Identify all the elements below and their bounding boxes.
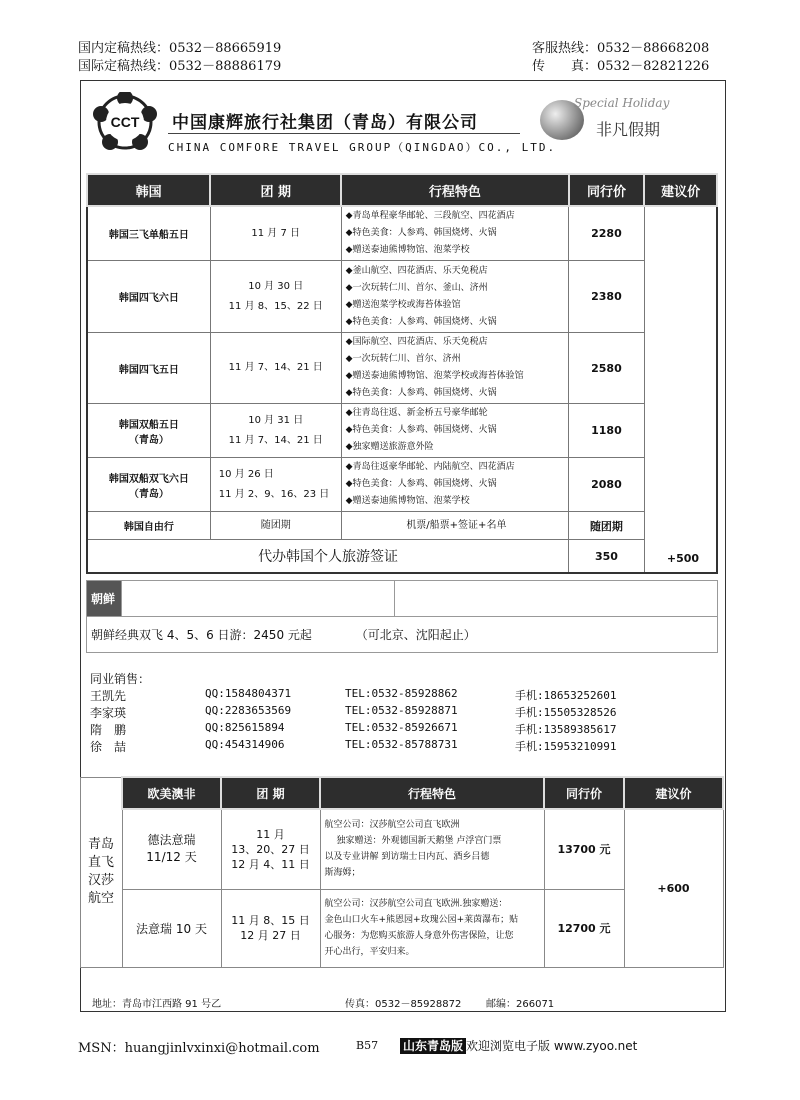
col-dates: 团 期 — [210, 174, 341, 206]
nk-blank-cell — [395, 581, 718, 617]
fax-number: 传 真：0532－82821226 — [532, 59, 710, 74]
table-row — [87, 458, 717, 512]
suggested-price-cell — [644, 206, 717, 573]
tour-features: ◆ 青岛往返豪华邮轮、内陆航空、四花酒店 ◆ 特色美食：人参鸡、韩国烧烤、火锅 ◆ 赠送泰迪熊博物馆、泡菜学校 — [341, 458, 568, 512]
visa-label: 代办韩国个人旅游签证 — [87, 540, 569, 574]
logo-text: CCT — [110, 114, 140, 130]
col-region: 欧美澳非 — [122, 777, 221, 809]
tour-name: 法意瑞 10 天 — [122, 889, 221, 967]
footer-address: 地址：青岛市江西路 91 号乙 — [92, 999, 222, 1010]
table-row — [87, 206, 717, 261]
tour-dates: 11 月 8、15 日 12 月 27 日 — [221, 889, 320, 967]
korea-header-row — [87, 174, 717, 206]
table-row — [87, 333, 717, 404]
welcome-text: 欢迎浏览电子版 www.zyoo.net — [466, 1039, 638, 1053]
msn-contact: MSN：huangjinlvxinxi@hotmail.com — [78, 1041, 320, 1056]
tour-dates: 11 月 13、20、27 日 12 月 4、11 日 — [221, 809, 320, 889]
nk-blank-cell — [122, 581, 395, 617]
trade-price: 13700 元 — [544, 809, 624, 889]
col-dates: 团 期 — [221, 777, 320, 809]
tour-name: 韩国四飞六日 — [87, 261, 210, 333]
tour-dates: 随团期 — [210, 512, 341, 540]
tour-dates: 10 月 30 日 11 月 8、15、22 日 — [210, 261, 341, 333]
trade-price: 随团期 — [569, 512, 645, 540]
tour-features: 航空公司：汉莎航空公司直飞欧洲.独家赠送： 金色山口火车+熊恩园+玫瑰公园+莱茵瀑布；贴 心服务：为您购买旅游人身意外伤害保险，让您 开心出行，平安归来。 — [320, 889, 544, 967]
tour-name: 韩国三飞单船五日 — [87, 206, 210, 261]
sales-title: 同业销售： — [90, 672, 151, 686]
europe-header-row — [81, 777, 724, 809]
cct-logo-icon — [86, 92, 164, 152]
col-trade-price: 同行价 — [544, 777, 624, 809]
col-features: 行程特色 — [320, 777, 544, 809]
col-features: 行程特色 — [341, 174, 568, 206]
visa-row — [87, 540, 717, 574]
visa-trade-price: 350 — [569, 540, 645, 574]
trade-price: 1180 — [569, 404, 645, 458]
north-korea-label: 朝鲜 — [87, 581, 122, 617]
list-item: 王凯先 QQ:1584804371 TEL:0532-85928862 手机:18653252601 — [90, 687, 617, 703]
footer-zip: 邮编：266071 — [486, 999, 555, 1010]
page-number: B57 — [356, 1039, 379, 1052]
table-row — [87, 261, 717, 333]
sales-contacts — [90, 670, 710, 755]
visa-suggested-price: +500 — [666, 552, 700, 565]
tour-name: 韩国自由行 — [87, 512, 210, 540]
north-korea-tour: 朝鲜经典双飞 4、5、6 日游：2450 元起 （可北京、沈阳起止） — [87, 617, 718, 653]
col-trade-price: 同行价 — [569, 174, 645, 206]
trade-price: 12700 元 — [544, 889, 624, 967]
tour-features: ◆ 国际航空、四花酒店、乐天免税店 ◆ 一次玩转仁川、首尔、济州 ◆ 赠送泰迪熊博物馆、泡菜学校或海苔体验馆 ◆ 特色美食：人参鸡、韩国烧烤、火锅 — [341, 333, 568, 404]
tour-features: ◆ 往青岛往返、新金桥五号豪华邮轮 ◆ 特色美食：人参鸡、韩国烧烤、火锅 ◆ 独家赠送旅游意外险 — [341, 404, 568, 458]
brand-cn: 非凡假期 — [596, 120, 661, 139]
tour-dates: 10 月 31 日 11 月 7、14、21 日 — [210, 404, 341, 458]
table-row — [87, 512, 717, 540]
header-rule — [168, 133, 520, 134]
company-name-cn: 中国康辉旅行社集团（青岛）有限公司 — [172, 113, 478, 133]
tour-name: 韩国双船双飞六日 （青岛） — [87, 458, 210, 512]
footer-fax: 传真：0532－85928872 — [345, 999, 462, 1010]
service-hotline: 客服热线：0532－88668208 — [532, 41, 710, 56]
company-name-en: CHINA COMFORE TRAVEL GROUP（QINGDAO）CO., LTD. — [168, 141, 557, 154]
col-suggested-price: 建议价 — [644, 174, 717, 206]
tour-dates: 11 月 7 日 — [210, 206, 341, 261]
trade-price: 2380 — [569, 261, 645, 333]
tour-name: 德法意瑞 11/12 天 — [122, 809, 221, 889]
brand-en: Special Holiday — [574, 96, 670, 110]
list-item: 隋 鹏 QQ:825615894 TEL:0532-85926671 手机:13589385617 — [90, 721, 617, 737]
tour-dates: 11 月 7、14、21 日 — [210, 333, 341, 404]
trade-price: 2080 — [569, 458, 645, 512]
suggested-price: +600 — [624, 809, 723, 967]
list-item: 徐 喆 QQ:454314906 TEL:0532-85788731 手机:15953210991 — [90, 738, 617, 754]
international-hotline: 国际定稿热线：0532－88886179 — [78, 59, 282, 74]
europe-side-label: 青岛 直飞 汉莎 航空 — [81, 777, 123, 967]
trade-price: 2280 — [569, 206, 645, 261]
list-item: 李家瑛 QQ:2283653569 TEL:0532-85928871 手机:15505328526 — [90, 704, 617, 720]
tour-dates: 10 月 26 日 11 月 2、9、16、23 日 — [210, 458, 341, 512]
tour-features: 机票/船票+签证+名单 — [341, 512, 568, 540]
tour-features: 航空公司：汉莎航空公司直飞欧洲 独家赠送：外观德国新天鹅堡 卢浮宫门票 以及专业讲解 到访瑞士日内瓦、酒乡吕德 斯海姆； — [320, 809, 544, 889]
europe-table — [80, 776, 724, 968]
north-korea-table — [86, 580, 718, 653]
tour-name: 韩国四飞五日 — [87, 333, 210, 404]
trade-price: 2580 — [569, 333, 645, 404]
col-korea: 韩国 — [87, 174, 210, 206]
tour-features: ◆ 釜山航空、四花酒店、乐天免税店 ◆ 一次玩转仁川、首尔、釜山、济州 ◆ 赠送泡菜学校或海苔体验馆 ◆ 特色美食：人参鸡、韩国烧烤、火锅 — [341, 261, 568, 333]
tour-features: ◆ 青岛单程豪华邮轮、三段航空、四花酒店 ◆ 特色美食：人参鸡、韩国烧烤、火锅 ◆ 赠送泰迪熊博物馆、泡菜学校 — [341, 206, 568, 261]
domestic-hotline: 国内定稿热线：0532－88665919 — [78, 41, 282, 56]
edition-badge: 山东青岛版 — [400, 1038, 466, 1054]
table-row — [81, 809, 724, 889]
col-suggested-price: 建议价 — [624, 777, 723, 809]
edition-line — [400, 1037, 637, 1054]
tour-name: 韩国双船五日 （青岛） — [87, 404, 210, 458]
table-row — [87, 404, 717, 458]
korea-table — [86, 173, 718, 574]
